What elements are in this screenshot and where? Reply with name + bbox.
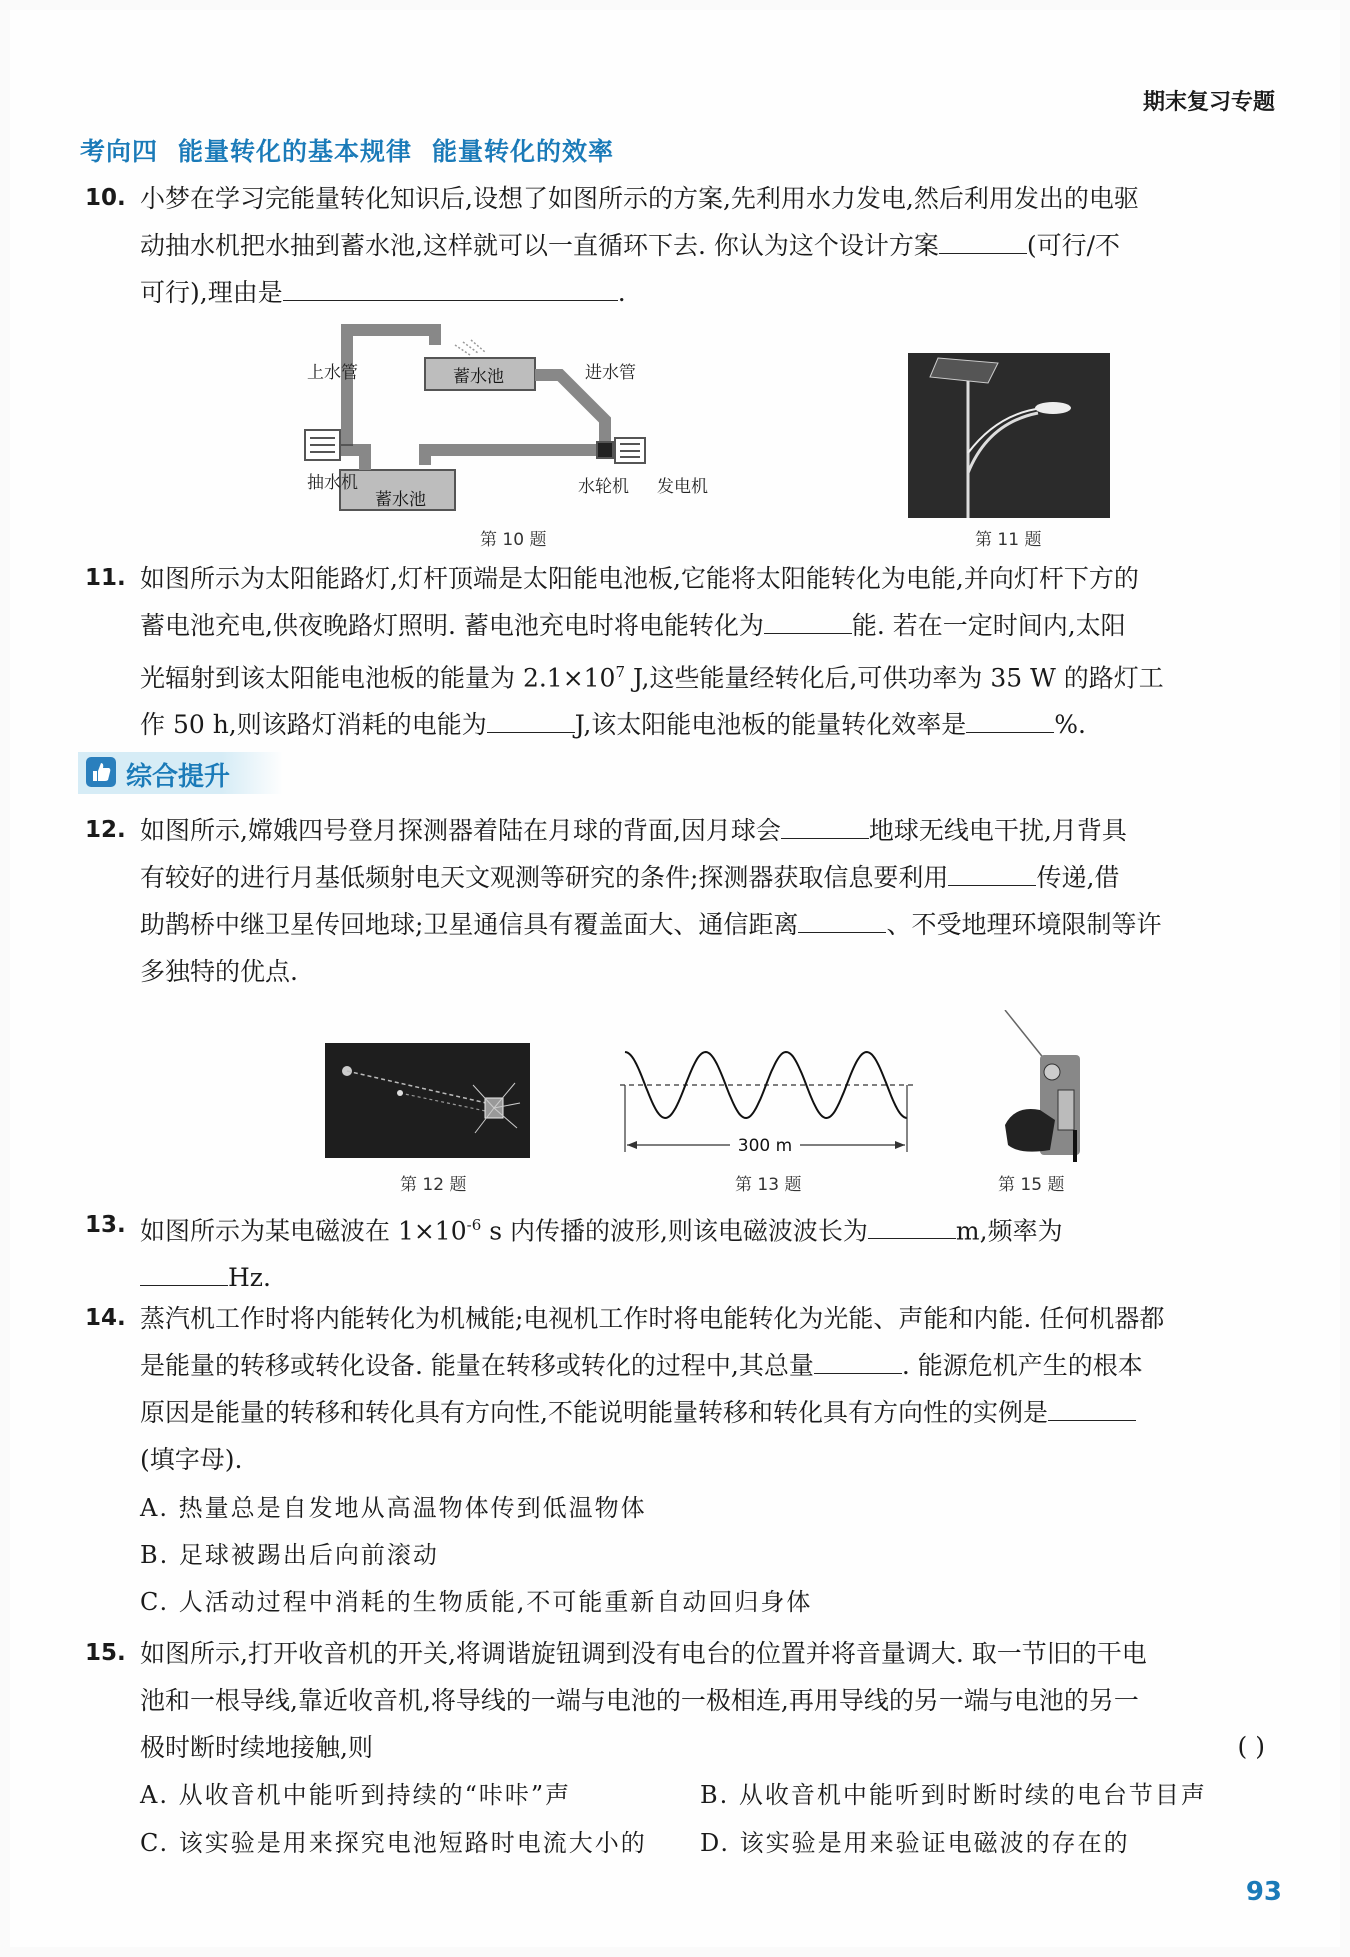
q14-line-2: 是能量的转移或转化设备. 能量在转移或转化的过程中,其总量 . 能源危机产生的根本 — [140, 1342, 1285, 1389]
q12-line-4: 多独特的优点. — [140, 957, 298, 986]
q10-line-3: 可行),理由是 . — [140, 269, 1285, 316]
section-topic-1: 能量转化的基本规律 — [178, 137, 413, 166]
label-upper-pool: 蓄水池 — [453, 367, 504, 387]
thumbs-up-icon — [86, 757, 116, 787]
figure-15-radio-photo — [1000, 1010, 1090, 1162]
q12-line-2: 有较好的进行月基低频射电天文观测等研究的条件;探测器获取信息要利用 传递,借 — [140, 854, 1285, 901]
label-pipe-in: 进水管 — [585, 363, 636, 383]
figure-12-lunar-relay-photo — [325, 1043, 530, 1158]
label-lower-pool: 蓄水池 — [375, 490, 426, 510]
page-number: 93 — [1245, 1877, 1282, 1907]
q10-line-2: 动抽水机把水抽到蓄水池,这样就可以一直循环下去. 你认为这个设计方案 (可行/不 — [140, 222, 1285, 269]
answer-blank[interactable] — [781, 812, 869, 839]
q13-line-1: 如图所示为某电磁波在 $1\times 10^{-6}$ s 内传播的波形,则该电磁波波长为 m,频率为 — [140, 1202, 1285, 1254]
question-15 — [85, 1630, 1285, 1771]
q15-line-2: 池和一根导线,靠近收音机,将导线的一端与电池的一极相连,再用导线的另一端与电池的另一 — [140, 1686, 1139, 1715]
q14-line-1: 蒸汽机工作时将内能转化为机械能;电视机工作时将电能转化为光能、声能和内能. 任何机器都 — [140, 1304, 1165, 1333]
figure-13-caption: 第 13 题 — [735, 1175, 802, 1195]
question-10 — [85, 175, 1285, 316]
q15-option-b[interactable]: B. 从收音机中能听到时断时续的电台节目声 — [700, 1781, 1207, 1809]
figure-13-wave-diagram — [615, 1040, 920, 1165]
question-number: 12. — [85, 817, 126, 843]
answer-blank[interactable] — [939, 227, 1027, 254]
answer-blank[interactable] — [1048, 1394, 1136, 1421]
page — [10, 10, 1340, 1947]
question-number: 14. — [85, 1305, 126, 1331]
answer-parentheses[interactable]: ( ) — [1237, 1732, 1265, 1761]
question-12 — [85, 807, 1285, 995]
question-13 — [85, 1202, 1285, 1301]
label-turbine: 水轮机 — [578, 477, 629, 497]
answer-blank[interactable] — [966, 706, 1054, 733]
figure-11-caption: 第 11 题 — [975, 530, 1042, 550]
q14-line-4: (填字母). — [140, 1445, 243, 1474]
figure-11-solar-street-lamp — [908, 353, 1110, 518]
q11-line-1: 如图所示为太阳能路灯,灯杆顶端是太阳能电池板,它能将太阳能转化为电能,并向灯杆下方的 — [140, 564, 1139, 593]
q12-line-1: 如图所示,嫦娥四号登月探测器着陆在月球的背面,因月球会 地球无线电干扰,月背具 — [140, 807, 1285, 854]
answer-blank[interactable] — [283, 274, 618, 301]
q11-line-3: 光辐射到该太阳能电池板的能量为 $2.1\times 10^7$ J,这些能量经转化后,可供功率为 35 W 的路灯工 — [140, 663, 1164, 693]
question-number: 13. — [85, 1212, 126, 1238]
question-number: 10. — [85, 185, 126, 211]
section-banner — [78, 752, 283, 794]
q14-option-b[interactable]: B. 足球被踢出后向前滚动 — [140, 1541, 439, 1569]
answer-blank[interactable] — [140, 1259, 228, 1286]
question-number: 15. — [85, 1640, 126, 1666]
question-11 — [85, 555, 1285, 748]
figure-10-caption: 第 10 题 — [480, 530, 547, 550]
q15-option-d[interactable]: D. 该实验是用来验证电磁波的存在的 — [700, 1829, 1130, 1857]
answer-blank[interactable] — [487, 706, 575, 733]
q13-line-2: Hz. — [140, 1254, 1285, 1301]
q15-option-c[interactable]: C. 该实验是用来探究电池短路时电流大小的 — [140, 1829, 647, 1857]
section-topic-2: 能量转化的效率 — [432, 137, 615, 166]
answer-blank[interactable] — [868, 1212, 956, 1239]
label-generator: 发电机 — [657, 477, 708, 497]
section-title — [80, 132, 614, 168]
section-label: 考向四 — [80, 137, 159, 166]
figure-12-caption: 第 12 题 — [400, 1175, 467, 1195]
figure-10-pumped-storage-diagram — [295, 320, 745, 545]
q11-line-4: 作 50 h,则该路灯消耗的电能为 J,该太阳能电池板的能量转化效率是 %. — [140, 701, 1285, 748]
label-pipe-up: 上水管 — [307, 363, 358, 383]
header-title: 期末复习专题 — [1142, 90, 1275, 115]
figure-15-caption: 第 15 题 — [998, 1175, 1065, 1195]
q11-line-2: 蓄电池充电,供夜晚路灯照明. 蓄电池充电时将电能转化为 能. 若在一定时间内,太阳 — [140, 602, 1285, 649]
q14-line-3: 原因是能量的转移和转化具有方向性,不能说明能量转移和转化具有方向性的实例是 — [140, 1389, 1285, 1436]
q15-line-3: 极时断时续地接触,则 — [140, 1733, 373, 1762]
q15-line-1: 如图所示,打开收音机的开关,将调谐旋钮调到没有电台的位置并将音量调大. 取一节旧的干电 — [140, 1639, 1147, 1668]
q14-option-a[interactable]: A. 热量总是自发地从高温物体传到低温物体 — [140, 1494, 647, 1522]
label-pump: 抽水机 — [307, 473, 358, 493]
question-14 — [85, 1295, 1285, 1483]
wave-length-label: 300 m — [737, 1136, 793, 1156]
question-number: 11. — [85, 565, 126, 591]
q12-line-3: 助鹊桥中继卫星传回地球;卫星通信具有覆盖面大、通信距离 、不受地理环境限制等许 — [140, 901, 1285, 948]
answer-blank[interactable] — [764, 607, 852, 634]
answer-blank[interactable] — [948, 859, 1036, 886]
q14-option-c[interactable]: C. 人活动过程中消耗的生物质能,不可能重新自动回归身体 — [140, 1588, 813, 1616]
banner-title: 综合提升 — [126, 762, 231, 792]
q10-line-1: 小梦在学习完能量转化知识后,设想了如图所示的方案,先利用水力发电,然后利用发出的电驱 — [140, 184, 1139, 213]
answer-blank[interactable] — [814, 1347, 902, 1374]
q15-option-a[interactable]: A. 从收音机中能听到持续的“咔咔”声 — [140, 1781, 572, 1809]
answer-blank[interactable] — [798, 906, 886, 933]
